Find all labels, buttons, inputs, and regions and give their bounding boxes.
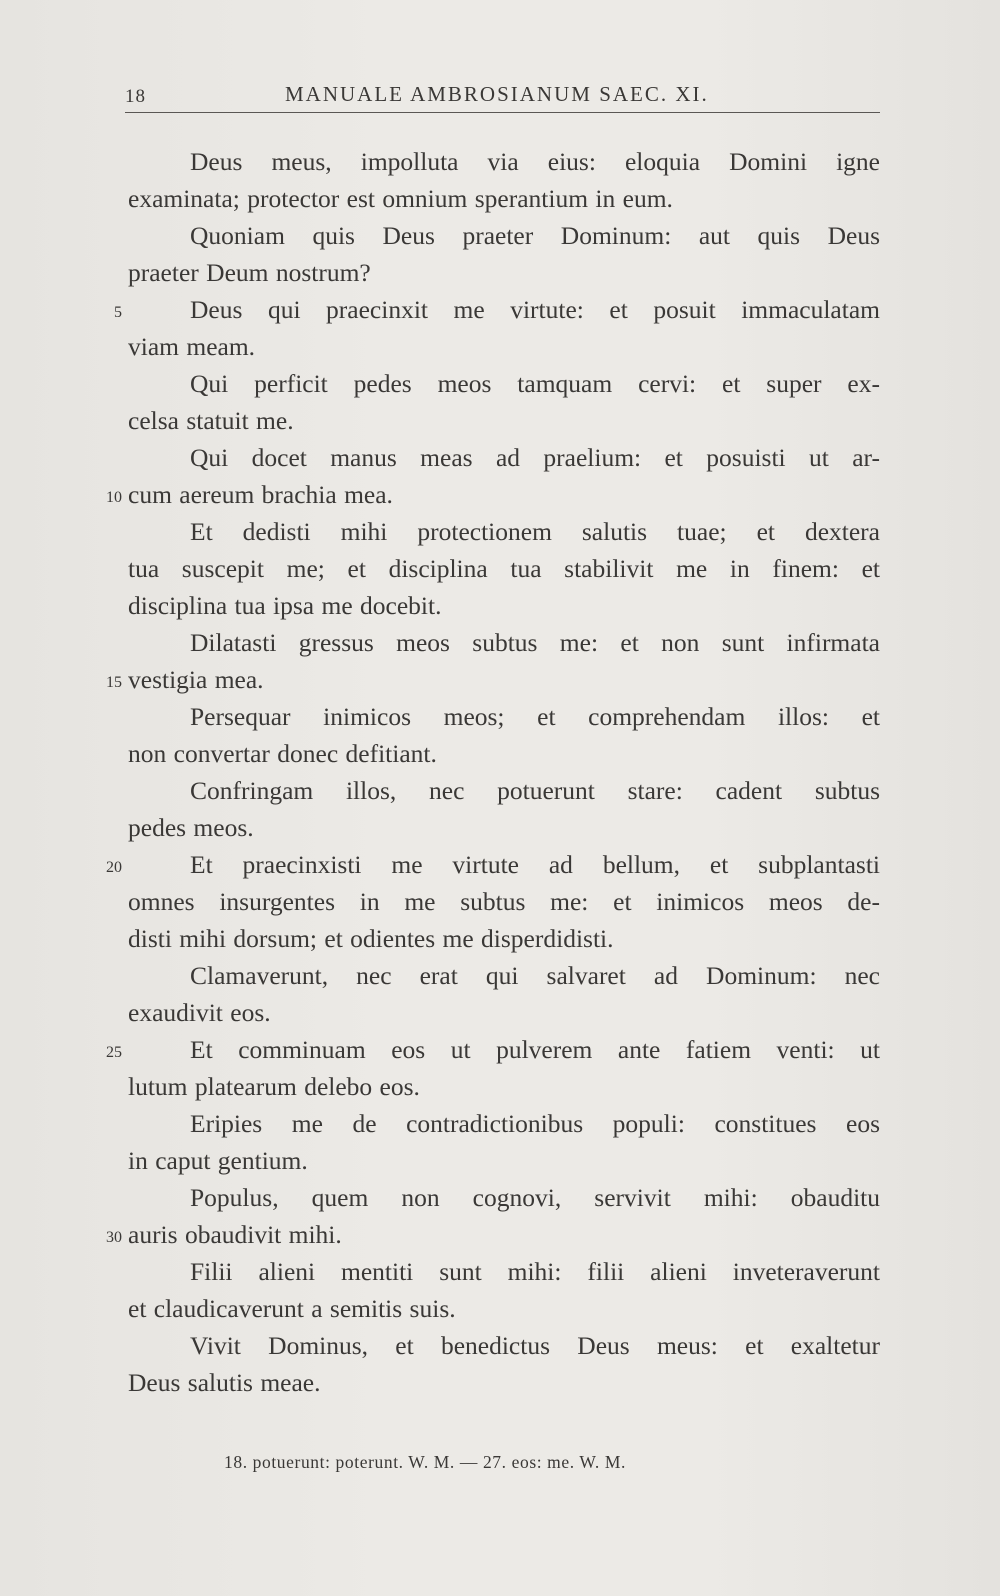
text-line-content: pedes meos.: [128, 813, 254, 842]
text-line: [128, 920, 880, 957]
text-line: [128, 402, 880, 439]
text-line: [128, 143, 880, 180]
text-line-content: Deus qui praecinxit me virtute: et posuit immaculatam: [190, 295, 880, 324]
text-line-content: Qui docet manus meas ad praelium: et posuisti ut ar-: [190, 443, 880, 472]
text-line: [128, 1068, 880, 1105]
text-line: [128, 994, 880, 1031]
text-line: [128, 1253, 880, 1290]
text-line: [128, 365, 880, 402]
text-line: [128, 254, 880, 291]
text-line: [128, 624, 880, 661]
text-line-content: Et dedisti mihi protectionem salutis tuae; et dextera: [190, 517, 880, 546]
line-number: 15: [106, 674, 122, 691]
text-line: [128, 328, 880, 365]
text-line: [128, 735, 880, 772]
text-line: [106, 846, 880, 883]
text-line-content: non convertar donec defitiant.: [128, 739, 437, 768]
text-line-content: celsa statuit me.: [128, 406, 294, 435]
text-line-content: cum aereum brachia mea.: [128, 480, 393, 509]
line-number: 5: [114, 304, 122, 321]
text-line-content: Et praecinxisti me virtute ad bellum, et subplantasti: [190, 850, 880, 879]
text-line: [128, 698, 880, 735]
text-line: [128, 1364, 880, 1401]
footnote: 18. potuerunt: poterunt. W. M. — 27. eos: me. W. M.: [224, 1452, 626, 1472]
text-line-content: Quoniam quis Deus praeter Dominum: aut quis Deus: [190, 221, 880, 250]
text-line-content: Eripies me de contradictionibus populi: constitues eos: [190, 1109, 880, 1138]
text-line: [128, 1105, 880, 1142]
text-line: [106, 1216, 880, 1253]
text-line-content: Clamaverunt, nec erat qui salvaret ad Dominum: nec: [190, 961, 880, 990]
text-line-content: Qui perficit pedes meos tamquam cervi: et super ex-: [190, 369, 880, 398]
text-line: [106, 661, 880, 698]
line-number: 25: [106, 1044, 122, 1061]
text-line-content: Persequar inimicos meos; et comprehendam illos: et: [190, 702, 880, 731]
text-line-content: Et comminuam eos ut pulverem ante fatiem venti: ut: [190, 1035, 880, 1064]
text-line-content: Deus meus, impolluta via eius: eloquia Domini igne: [190, 147, 880, 176]
running-title: MANUALE AMBROSIANUM SAEC. XI.: [285, 82, 709, 106]
text-line-content: examinata; protector est omnium sperantium in eum.: [128, 184, 673, 213]
text-line: [128, 957, 880, 994]
text-line-content: lutum platearum delebo eos.: [128, 1072, 420, 1101]
line-number: 20: [106, 859, 122, 876]
text-line-content: in caput gentium.: [128, 1146, 308, 1175]
psalm-text: [106, 143, 880, 1401]
text-line: [128, 550, 880, 587]
text-line-content: Populus, quem non cognovi, servivit mihi: obauditu: [190, 1183, 880, 1212]
text-line-content: disciplina tua ipsa me docebit.: [128, 591, 442, 620]
text-line-content: Confringam illos, nec potuerunt stare: cadent subtus: [190, 776, 880, 805]
text-line-content: disti mihi dorsum; et odientes me disperdidisti.: [128, 924, 614, 953]
line-number: 10: [106, 489, 122, 506]
text-line: [128, 772, 880, 809]
text-line-content: praeter Deum nostrum?: [128, 258, 371, 287]
text-line: [128, 1327, 880, 1364]
page-number: 18: [125, 86, 146, 107]
text-line: [128, 217, 880, 254]
text-line-content: omnes insurgentes in me subtus me: et inimicos meos de-: [128, 887, 880, 916]
text-line: [128, 809, 880, 846]
text-line: [128, 1179, 880, 1216]
text-line-content: auris obaudivit mihi.: [128, 1220, 342, 1249]
running-header: [125, 78, 880, 108]
text-line-content: exaudivit eos.: [128, 998, 271, 1027]
text-line-content: Filii alieni mentiti sunt mihi: filii alieni inveteraverunt: [190, 1257, 880, 1286]
text-line: [106, 476, 880, 513]
text-line: [106, 1031, 880, 1068]
text-line: [128, 439, 880, 476]
text-line: [128, 180, 880, 217]
text-line-content: Deus salutis meae.: [128, 1368, 321, 1397]
text-line: [128, 883, 880, 920]
text-line-content: Dilatasti gressus meos subtus me: et non sunt infirmata: [190, 628, 880, 657]
text-line-content: viam meam.: [128, 332, 256, 361]
text-line-content: Vivit Dominus, et benedictus Deus meus: et exaltetur: [190, 1331, 880, 1360]
text-line: [128, 587, 880, 624]
line-number: 30: [106, 1229, 122, 1246]
text-line-content: tua suscepit me; et disciplina tua stabilivit me in finem: et: [128, 554, 880, 583]
text-line: [128, 513, 880, 550]
header-rule: [125, 112, 880, 113]
text-line-content: vestigia mea.: [128, 665, 264, 694]
text-line-content: et claudicaverunt a semitis suis.: [128, 1294, 456, 1323]
text-line: [114, 291, 880, 328]
text-line: [128, 1290, 880, 1327]
text-line: [128, 1142, 880, 1179]
